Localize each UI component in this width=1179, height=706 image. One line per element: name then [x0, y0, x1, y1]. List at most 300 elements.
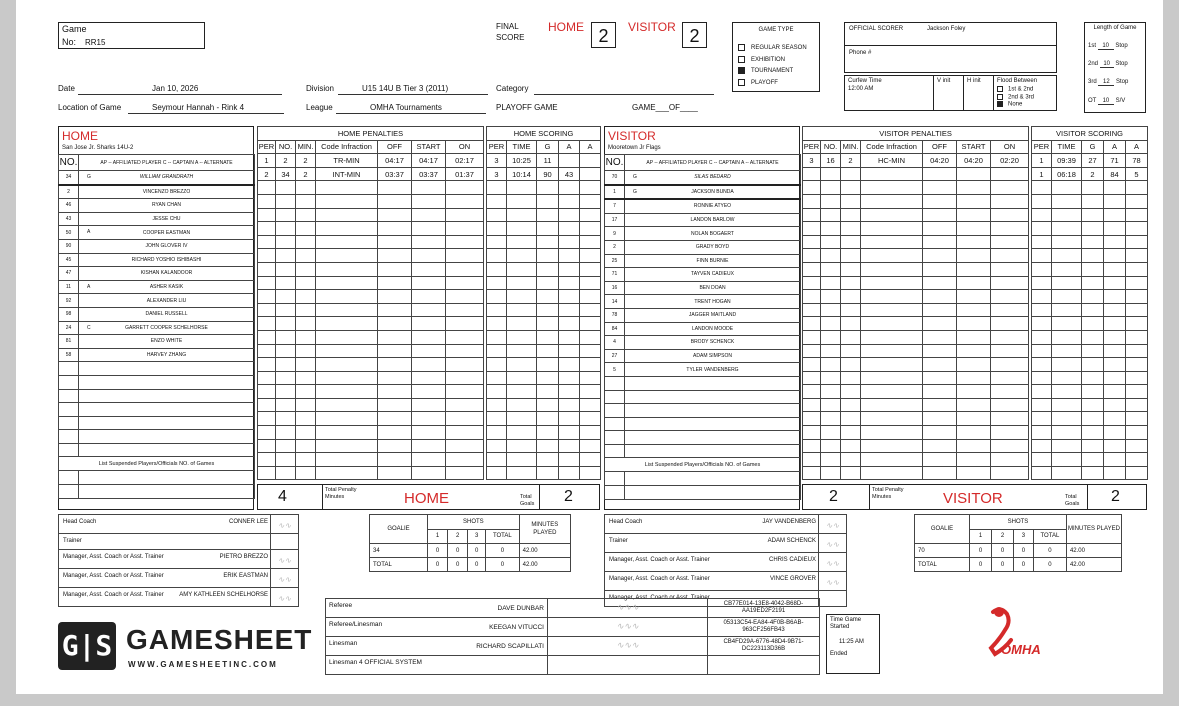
player-name-cell: [625, 336, 801, 350]
penalty-cell: [276, 453, 296, 467]
roster-row: [605, 185, 801, 200]
penalty-cell: [276, 371, 296, 385]
penalty-row: [258, 262, 484, 276]
scoring-header: A: [580, 140, 601, 154]
goalie-row: [370, 544, 571, 558]
penalty-cell: [991, 262, 1029, 276]
length-p3-value: 12: [1098, 79, 1114, 86]
visitor-penalties-table: [802, 126, 1029, 480]
penalty-cell: [821, 317, 841, 331]
checkbox-icon[interactable]: [738, 79, 745, 86]
goal-cell: [537, 235, 559, 249]
goal-cell: [1032, 303, 1052, 317]
penalty-cell: [258, 290, 276, 304]
staff-role: Trainer: [63, 538, 82, 544]
period-header: 1: [428, 529, 448, 544]
signature-cell: [819, 553, 847, 572]
penalty-cell: [923, 412, 957, 426]
playoff-label: PLAYOFF GAME: [496, 103, 558, 112]
visitor-goalie-table: [914, 514, 1122, 572]
goal-cell: [1052, 426, 1082, 440]
length-ot-label: OT: [1088, 98, 1097, 104]
checkbox-icon[interactable]: [997, 86, 1003, 92]
visitor-no-header: NO.: [605, 155, 625, 171]
penalty-cell: [412, 194, 446, 208]
player-name-cell: [79, 443, 255, 457]
goal-cell: [580, 154, 601, 168]
signature-cell: [819, 572, 847, 591]
goal-cell: [1082, 222, 1104, 236]
goal-row: [487, 249, 601, 263]
omha-logo: [971, 604, 1051, 666]
minutes-header: MINUTES PLAYED: [519, 515, 570, 544]
penalty-cell: [276, 330, 296, 344]
goal-cell: [507, 330, 537, 344]
penalty-cell: [923, 453, 957, 467]
visitor-legend: AP -- AFFILIATED PLAYER C -- CAPTAIN A -- ALTERNATE: [625, 155, 801, 171]
penalty-cell: 2: [841, 154, 861, 168]
roster-row: [59, 375, 255, 389]
goal-row: [1032, 154, 1148, 168]
goalie-cell: 0: [468, 558, 486, 572]
goal-cell: [1052, 222, 1082, 236]
goal-cell: [580, 290, 601, 304]
penalty-cell: [841, 344, 861, 358]
penalty-cell: [258, 398, 276, 412]
player-name: RICHARD YOSHIO ISHIBASHI: [131, 256, 202, 263]
goal-row: [487, 371, 601, 385]
official-role: Referee: [329, 602, 353, 609]
penalty-cell: [316, 385, 378, 399]
scoring-header: A: [1104, 140, 1126, 154]
penalty-cell: HC-MIN: [861, 154, 923, 168]
goal-cell: [559, 222, 580, 236]
penalty-cell: [276, 181, 296, 195]
gs-logo-mark: G|S: [58, 622, 116, 670]
goal-cell: [537, 303, 559, 317]
roster-row: [59, 335, 255, 349]
penalty-cell: [923, 317, 957, 331]
penalty-cell: [821, 412, 841, 426]
goal-cell: [580, 262, 601, 276]
jersey-number: 24: [59, 321, 79, 335]
goal-cell: [1104, 317, 1126, 331]
goal-cell: [1126, 385, 1148, 399]
penalty-row: [803, 235, 1029, 249]
goal-cell: [537, 344, 559, 358]
player-name-cell: [625, 363, 801, 377]
goal-cell: [1082, 466, 1104, 480]
goal-cell: [559, 303, 580, 317]
penalty-cell: INT-MIN: [316, 167, 378, 181]
goal-cell: [580, 426, 601, 440]
flood-option[interactable]: [997, 94, 1034, 101]
length-p2-value: 10: [1100, 61, 1114, 68]
goal-cell: [1032, 466, 1052, 480]
goal-cell: [1126, 466, 1148, 480]
penalty-header: START: [957, 140, 991, 154]
flood-option[interactable]: [997, 86, 1033, 93]
penalty-cell: [861, 358, 923, 372]
penalty-cell: 34: [276, 167, 296, 181]
penalty-cell: 02:20: [991, 154, 1029, 168]
home-total-pim-label: Total Penalty Minutes: [325, 487, 357, 500]
signature-cell: [819, 591, 847, 607]
staff-cell: [605, 572, 819, 591]
checkbox-icon[interactable]: [997, 94, 1003, 100]
goal-cell: [1126, 398, 1148, 412]
goal-row: [1032, 249, 1148, 263]
penalty-cell: [957, 344, 991, 358]
penalty-row: [803, 249, 1029, 263]
penalty-cell: [378, 249, 412, 263]
penalty-cell: [412, 303, 446, 317]
penalty-cell: [446, 385, 484, 399]
jersey-number: 9: [605, 227, 625, 241]
checkbox-icon[interactable]: [997, 101, 1003, 107]
penalty-cell: [841, 466, 861, 480]
goal-cell: [1032, 290, 1052, 304]
goal-cell: [537, 358, 559, 372]
goal-cell: [1082, 412, 1104, 426]
penalty-cell: [841, 453, 861, 467]
penalty-row: [258, 290, 484, 304]
length-p2-stop: Stop: [1115, 61, 1128, 67]
goal-cell: [559, 426, 580, 440]
jersey-number: 43: [59, 212, 79, 226]
penalty-cell: [923, 181, 957, 195]
goal-cell: [1052, 194, 1082, 208]
penalty-cell: [803, 208, 821, 222]
roster-row: [59, 185, 255, 199]
length-title: Length of Game: [1093, 25, 1137, 31]
penalty-cell: [412, 412, 446, 426]
goal-row: [1032, 181, 1148, 195]
league-field: [336, 103, 486, 114]
roster-row: [605, 199, 801, 213]
penalty-row: [803, 167, 1029, 181]
phone-label: Phone #: [849, 50, 872, 56]
visitor-scoring-title: VISITOR SCORING: [1032, 127, 1148, 141]
goal-cell: [559, 276, 580, 290]
player-name-cell: [625, 213, 801, 227]
goal-cell: [1032, 412, 1052, 426]
official-id: 05313C54-EA84-4F0B-B6AB-963CF256FB43: [708, 618, 820, 637]
goal-cell: [1126, 303, 1148, 317]
penalty-row: [803, 303, 1029, 317]
penalty-cell: [957, 167, 991, 181]
goal-cell: [1032, 344, 1052, 358]
staff-name: PIETRO BREZZO: [219, 554, 268, 560]
penalty-row: [258, 222, 484, 236]
penalty-cell: [296, 453, 316, 467]
suspended-row: [605, 458, 801, 472]
goalie-cell: 0: [468, 544, 486, 558]
goal-cell: [580, 317, 601, 331]
game-type-option[interactable]: [738, 44, 807, 51]
date-field: [78, 84, 282, 95]
penalty-cell: [957, 466, 991, 480]
scoring-header: G: [1082, 140, 1104, 154]
flood-option-label: 2nd & 3rd: [1008, 94, 1035, 101]
penalty-header: NO.: [821, 140, 841, 154]
player-name: GRADY BOYD: [695, 244, 730, 251]
penalty-cell: [991, 317, 1029, 331]
jersey-number: 11: [59, 280, 79, 294]
flood-option[interactable]: [997, 101, 1022, 108]
penalty-cell: [378, 235, 412, 249]
goal-cell: [1082, 344, 1104, 358]
player-name: NOLAN BOGAERT: [691, 230, 734, 237]
game-type-box: [732, 22, 820, 92]
penalty-cell: [296, 330, 316, 344]
staff-cell: [605, 534, 819, 553]
home-total-goals-label: Total Goals: [520, 494, 535, 507]
penalty-cell: 04:20: [923, 154, 957, 168]
penalty-cell: [258, 317, 276, 331]
staff-row: [605, 553, 847, 572]
penalty-cell: [378, 208, 412, 222]
visitor-roster-table: [604, 154, 801, 500]
jersey-number: 14: [605, 295, 625, 309]
penalty-cell: [316, 249, 378, 263]
goal-cell: [559, 194, 580, 208]
goal-cell: [580, 371, 601, 385]
penalty-cell: [841, 358, 861, 372]
penalty-cell: TR-MIN: [316, 154, 378, 168]
goal-cell: [1104, 194, 1126, 208]
scoring-header: G: [537, 140, 559, 154]
penalty-cell: [861, 385, 923, 399]
jersey-number: 78: [605, 308, 625, 322]
penalty-cell: [316, 235, 378, 249]
penalty-cell: [316, 398, 378, 412]
goal-cell: [1082, 330, 1104, 344]
penalty-cell: [991, 371, 1029, 385]
penalty-cell: [861, 167, 923, 181]
signature-icon: ∿∿∿: [616, 622, 639, 632]
staff-name: ADAM SCHENCK: [767, 538, 816, 544]
goal-row: [1032, 167, 1148, 181]
penalty-cell: [378, 222, 412, 236]
goal-cell: [1052, 412, 1082, 426]
roster-row: [605, 322, 801, 336]
penalty-cell: [446, 371, 484, 385]
goal-row: [487, 439, 601, 453]
player-name: ENZO WHITE: [150, 338, 183, 345]
goal-cell: 10:25: [507, 154, 537, 168]
goal-cell: [1126, 439, 1148, 453]
penalty-cell: [923, 235, 957, 249]
goal-cell: [1052, 385, 1082, 399]
penalty-cell: [841, 412, 861, 426]
penalty-cell: [316, 412, 378, 426]
goal-cell: [1052, 330, 1082, 344]
penalty-cell: [991, 385, 1029, 399]
penalty-cell: [923, 276, 957, 290]
checkbox-icon[interactable]: [738, 67, 745, 74]
checkbox-icon[interactable]: [738, 44, 745, 51]
goal-cell: [1052, 262, 1082, 276]
roster-row: [605, 171, 801, 185]
penalty-cell: [841, 303, 861, 317]
player-name: ASHER KASIK: [149, 284, 184, 291]
score-home: 2: [591, 22, 616, 48]
penalty-cell: [316, 466, 378, 480]
checkbox-icon[interactable]: [738, 56, 745, 63]
goal-cell: [1052, 358, 1082, 372]
goal-cell: [1032, 262, 1052, 276]
goal-cell: [1104, 276, 1126, 290]
penalty-cell: [446, 317, 484, 331]
player-name-cell: [79, 294, 255, 308]
visitor-total-pim-label: Total Penalty Minutes: [872, 487, 904, 500]
penalty-cell: 04:17: [412, 154, 446, 168]
penalty-cell: [412, 453, 446, 467]
goal-cell: [1032, 249, 1052, 263]
jersey-number: [59, 362, 79, 376]
visitor-roster-panel: [604, 126, 800, 510]
goal-cell: [507, 358, 537, 372]
goal-cell: [487, 194, 507, 208]
penalty-row: [803, 412, 1029, 426]
penalty-cell: [821, 235, 841, 249]
player-name-cell: [625, 254, 801, 268]
blank-cell: [79, 485, 255, 499]
jersey-number: 1: [605, 185, 625, 200]
penalty-cell: 2: [296, 154, 316, 168]
player-name-cell: [79, 348, 255, 362]
length-ot-value: 10: [1098, 98, 1114, 105]
goal-cell: [487, 249, 507, 263]
penalty-cell: [296, 466, 316, 480]
blank-cell: [625, 472, 801, 486]
jersey-number: [605, 444, 625, 458]
length-p3-label: 3rd: [1088, 79, 1097, 85]
penalty-row: [258, 208, 484, 222]
visitor-penalties-panel: [802, 126, 1029, 480]
penalty-cell: [316, 453, 378, 467]
penalty-cell: [923, 249, 957, 263]
penalty-cell: [841, 208, 861, 222]
goal-cell: 71: [1104, 154, 1126, 168]
player-role: C: [87, 324, 91, 331]
goal-cell: [537, 371, 559, 385]
official-role: Referee/Linesman: [329, 621, 383, 628]
penalty-cell: [316, 181, 378, 195]
penalty-cell: [412, 358, 446, 372]
goal-row: [487, 412, 601, 426]
signature-cell: [548, 656, 708, 675]
suspended-blank-row: [605, 486, 801, 500]
jersey-number: 2: [59, 185, 79, 199]
official-scorer-box: [844, 22, 1057, 73]
goal-cell: [1032, 194, 1052, 208]
goal-cell: [487, 222, 507, 236]
penalty-cell: [803, 466, 821, 480]
game-type-option[interactable]: [738, 56, 785, 63]
penalty-cell: [296, 235, 316, 249]
player-name-cell: [625, 376, 801, 390]
penalty-cell: [821, 167, 841, 181]
penalty-cell: [316, 439, 378, 453]
penalty-cell: [821, 371, 841, 385]
goal-cell: 5: [1126, 167, 1148, 181]
penalty-cell: 03:37: [378, 167, 412, 181]
official-cell: [326, 637, 548, 656]
goal-cell: [1052, 317, 1082, 331]
staff-role: Manager, Asst. Coach or Asst. Trainer: [63, 554, 164, 560]
penalty-row: [803, 194, 1029, 208]
goal-row: [1032, 453, 1148, 467]
roster-row: [605, 336, 801, 350]
penalty-cell: [821, 330, 841, 344]
game-type-label: REGULAR SEASON: [751, 45, 807, 52]
date-label: Date: [58, 84, 75, 93]
penalty-header: ON: [446, 140, 484, 154]
penalty-cell: [957, 358, 991, 372]
penalty-cell: [378, 276, 412, 290]
penalty-row: [803, 290, 1029, 304]
roster-row: [59, 443, 255, 457]
staff-cell: [59, 534, 271, 550]
goal-cell: [1104, 385, 1126, 399]
penalty-cell: [991, 398, 1029, 412]
goal-cell: [507, 385, 537, 399]
player-name-cell: [625, 349, 801, 363]
goalie-header: GOALIE: [915, 515, 970, 544]
penalty-cell: [316, 208, 378, 222]
roster-row: [605, 308, 801, 322]
goal-row: [487, 303, 601, 317]
roster-row: [59, 171, 255, 185]
goal-cell: [537, 466, 559, 480]
signature-cell: [271, 534, 299, 550]
goal-cell: [1082, 358, 1104, 372]
goal-row: [487, 276, 601, 290]
goal-cell: [1126, 276, 1148, 290]
game-type-option[interactable]: [738, 67, 793, 74]
penalty-row: [803, 317, 1029, 331]
goal-cell: [537, 385, 559, 399]
penalty-cell: [957, 235, 991, 249]
player-role: A: [87, 283, 91, 290]
officials-panel: [325, 598, 820, 675]
roster-row: [59, 362, 255, 376]
penalty-cell: [923, 222, 957, 236]
goal-cell: [580, 167, 601, 181]
goal-cell: [537, 222, 559, 236]
game-type-option[interactable]: [738, 79, 778, 86]
staff-row: [605, 515, 847, 534]
goal-cell: [1104, 303, 1126, 317]
goal-cell: [507, 412, 537, 426]
penalty-cell: [296, 344, 316, 358]
staff-role: Head Coach: [63, 519, 97, 525]
goalie-header: GOALIE: [370, 515, 428, 544]
penalty-cell: [861, 439, 923, 453]
goal-cell: [537, 412, 559, 426]
penalty-cell: [296, 439, 316, 453]
goal-row: [487, 222, 601, 236]
jersey-number: 7: [605, 199, 625, 213]
goal-cell: [1032, 439, 1052, 453]
division-value: U15 14U B Tier 3 (2011): [362, 84, 449, 93]
penalty-cell: [841, 371, 861, 385]
roster-row: [59, 253, 255, 267]
official-row: [326, 656, 820, 675]
goal-cell: 06:18: [1052, 167, 1082, 181]
